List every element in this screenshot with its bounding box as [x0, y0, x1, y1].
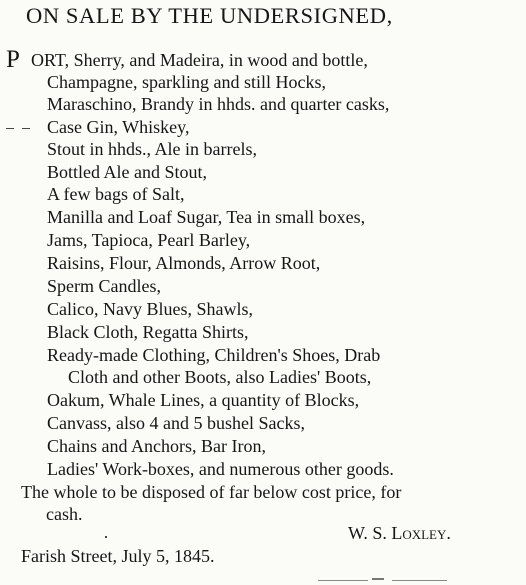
item-line: Chains and Anchors, Bar Iron, [47, 436, 266, 456]
ink-blemish [6, 128, 14, 129]
advertisement-heading: ON SALE BY THE UNDERSIGNED, [26, 3, 393, 28]
ink-blemish [392, 580, 447, 581]
item-line: Raisins, Flour, Almonds, Arrow Root, [47, 253, 321, 273]
item-line: Canvass, also 4 and 5 bushel Sacks, [47, 413, 305, 433]
item-line-first: ORT, Sherry, and Madeira, in wood and bottle, [31, 50, 368, 70]
ink-blemish [318, 580, 368, 581]
drop-cap-letter: P [6, 46, 20, 73]
item-line: Ready-made Clothing, Children's Shoes, Drab [47, 345, 381, 365]
dateline: Farish Street, July 5, 1845. [21, 546, 215, 566]
ink-blemish [22, 128, 30, 129]
item-line: Jams, Tapioca, Pearl Barley, [47, 230, 251, 250]
closing-statement-continued: cash. [46, 504, 83, 524]
item-line: Oakum, Whale Lines, a quantity of Blocks, [47, 390, 360, 410]
item-line: A few bags of Salt, [47, 184, 185, 204]
item-line: Maraschino, Brandy in hhds. and quarter casks, [47, 94, 390, 114]
item-line: Sperm Candles, [47, 276, 161, 296]
item-line: Ladies' Work-boxes, and numerous other goods. [47, 459, 394, 479]
closing-statement: The whole to be disposed of far below cost price, for [21, 482, 402, 502]
item-line: Stout in hhds., Ale in barrels, [47, 139, 257, 159]
item-line: Manilla and Loaf Sugar, Tea in small boxes, [47, 207, 366, 227]
item-line: Case Gin, Whiskey, [47, 117, 190, 137]
item-line: Bottled Ale and Stout, [47, 162, 207, 182]
signature [348, 522, 451, 544]
item-line-continued: Cloth and other Boots, also Ladies' Boots, [68, 367, 372, 387]
item-line: Calico, Navy Blues, Shawls, [47, 299, 253, 319]
ink-blemish [372, 578, 384, 580]
ink-blemish [105, 536, 107, 538]
merchant-name: W. S. Loxley. [348, 523, 451, 543]
item-line: Champagne, sparkling and still Hocks, [47, 72, 326, 92]
item-line: Black Cloth, Regatta Shirts, [47, 322, 249, 342]
